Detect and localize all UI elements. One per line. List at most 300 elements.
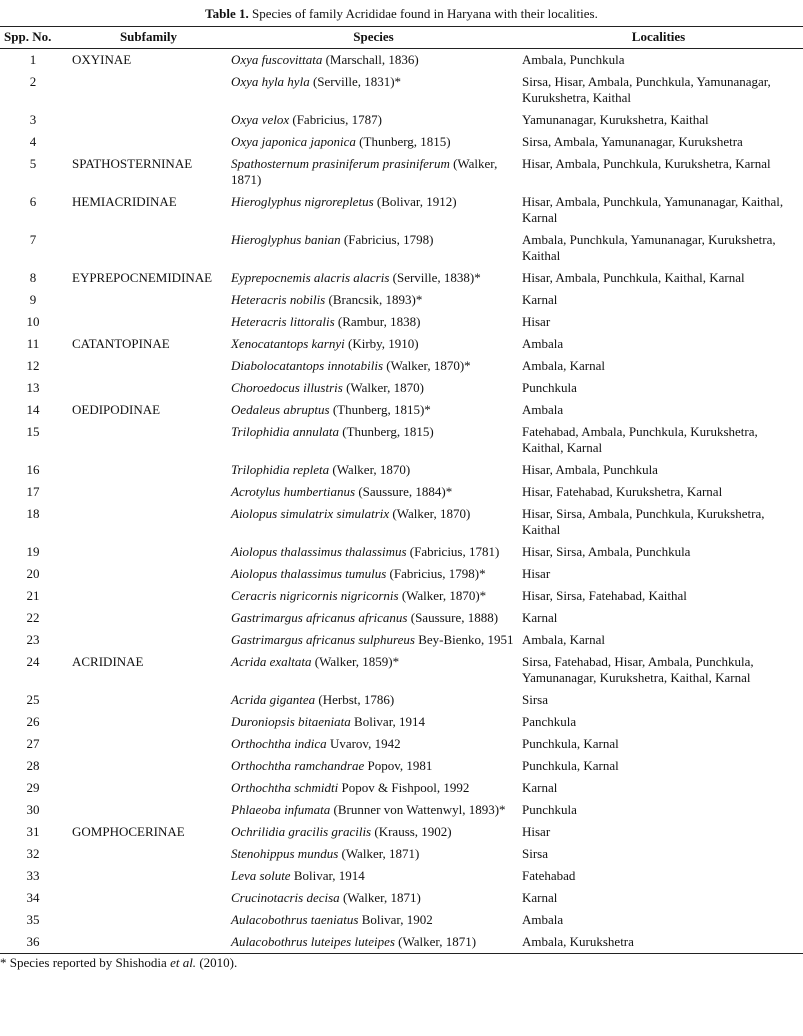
subfamily-cell [66, 131, 231, 153]
spp-no: 10 [26, 314, 40, 329]
localities-cell [516, 733, 803, 755]
spp-no: 35 [26, 912, 40, 927]
localities-list: Sirsa [522, 846, 548, 861]
localities-list: Hisar, Sirsa, Ambala, Punchkula, Kurukshetra, Kaithal [522, 506, 765, 537]
spp-no: 21 [26, 588, 40, 603]
table-caption [0, 0, 803, 26]
spp-no-cell [0, 865, 66, 887]
localities-list: Hisar, Fatehabad, Kurukshetra, Karnal [522, 484, 723, 499]
species-authority: (Serville, 1831)* [309, 74, 402, 89]
spp-no-cell [0, 777, 66, 799]
spp-no-cell [0, 887, 66, 909]
species-cell [231, 311, 516, 333]
species-cell [231, 541, 516, 563]
species-binomial: Xenocatantops karnyi [231, 336, 345, 351]
footnote-year: (2010). [196, 955, 238, 970]
localities-cell [516, 607, 803, 629]
species-cell [231, 799, 516, 821]
spp-no: 2 [29, 74, 37, 89]
localities-cell [516, 909, 803, 931]
spp-no: 14 [26, 402, 40, 417]
species-authority: (Fabricius, 1798) [340, 232, 434, 247]
subfamily-cell [66, 459, 231, 481]
spp-no-cell [0, 585, 66, 607]
localities-list: Panchkula [522, 714, 577, 729]
spp-no: 34 [26, 890, 40, 905]
species-authority: (Walker, 1870)* [398, 588, 487, 603]
localities-list: Punchkula [522, 380, 577, 395]
spp-no-cell [0, 541, 66, 563]
subfamily-name: OXYINAE [72, 52, 132, 67]
localities-cell [516, 333, 803, 355]
species-authority: (Saussure, 1884)* [355, 484, 453, 499]
spp-no-cell [0, 651, 66, 689]
subfamily-cell [66, 153, 231, 191]
species-binomial: Acrotylus humbertianus [231, 484, 356, 499]
species-binomial: Aulacobothrus luteipes luteipes [231, 934, 395, 949]
spp-no: 4 [29, 134, 37, 149]
table-footnote [0, 955, 803, 970]
spp-no-cell [0, 931, 66, 954]
species-cell [231, 333, 516, 355]
species-binomial: Aiolopus thalassimus thalassimus [231, 544, 407, 559]
species-authority: (Herbst, 1786) [315, 692, 395, 707]
localities-list: Sirsa [522, 692, 548, 707]
localities-cell [516, 267, 803, 289]
spp-no: 23 [26, 632, 40, 647]
species-cell [231, 229, 516, 267]
spp-no: 3 [29, 112, 37, 127]
species-cell [231, 843, 516, 865]
header-localities: Localities [631, 29, 686, 44]
localities-cell [516, 651, 803, 689]
table-row [0, 733, 803, 755]
species-cell [231, 865, 516, 887]
localities-list: Hisar, Ambala, Punchkula, Kaithal, Karnal [522, 270, 745, 285]
localities-list: Ambala, Kurukshetra [522, 934, 634, 949]
subfamily-cell [66, 421, 231, 459]
localities-list: Ambala, Karnal [522, 632, 606, 647]
species-cell [231, 711, 516, 733]
species-binomial: Leva solute [231, 868, 291, 883]
subfamily-cell [66, 109, 231, 131]
table-row [0, 607, 803, 629]
table-row [0, 131, 803, 153]
species-cell [231, 651, 516, 689]
species-binomial: Hieroglyphus banian [231, 232, 341, 247]
localities-cell [516, 355, 803, 377]
table-row [0, 711, 803, 733]
localities-cell [516, 153, 803, 191]
spp-no-cell [0, 481, 66, 503]
species-authority: Popov, 1981 [364, 758, 433, 773]
spp-no: 12 [26, 358, 40, 373]
species-binomial: Phlaeoba infumata [231, 802, 331, 817]
species-authority: Uvarov, 1942 [326, 736, 401, 751]
subfamily-cell [66, 887, 231, 909]
spp-no-cell [0, 629, 66, 651]
subfamily-cell [66, 229, 231, 267]
spp-no: 31 [26, 824, 40, 839]
subfamily-name: ACRIDINAE [72, 654, 144, 669]
species-cell [231, 421, 516, 459]
table-row [0, 377, 803, 399]
table-row [0, 191, 803, 229]
localities-cell [516, 191, 803, 229]
spp-no: 25 [26, 692, 40, 707]
species-cell [231, 355, 516, 377]
species-cell [231, 755, 516, 777]
subfamily-cell [66, 799, 231, 821]
subfamily-cell [66, 585, 231, 607]
species-cell [231, 267, 516, 289]
spp-no: 33 [26, 868, 40, 883]
species-binomial: Aiolopus simulatrix simulatrix [231, 506, 390, 521]
species-authority: (Fabricius, 1781) [406, 544, 500, 559]
subfamily-cell [66, 71, 231, 109]
species-authority: Popov & Fishpool, 1992 [338, 780, 470, 795]
species-cell [231, 377, 516, 399]
spp-no-cell [0, 311, 66, 333]
subfamily-cell [66, 755, 231, 777]
species-binomial: Heteracris nobilis [231, 292, 326, 307]
spp-no: 1 [29, 52, 37, 67]
localities-cell [516, 71, 803, 109]
spp-no: 7 [29, 232, 37, 247]
species-binomial: Choroedocus illustris [231, 380, 343, 395]
species-cell [231, 503, 516, 541]
table-row [0, 931, 803, 954]
table-row [0, 311, 803, 333]
spp-no-cell [0, 755, 66, 777]
species-binomial: Oxya fuscovittata [231, 52, 323, 67]
header-subfamily: Subfamily [119, 29, 178, 44]
spp-no: 8 [29, 270, 37, 285]
species-authority: (Walker, 1871) [338, 846, 420, 861]
subfamily-cell [66, 503, 231, 541]
spp-no: 22 [26, 610, 40, 625]
table-caption-text: Species of family Acrididae found in Haryana with their localities. [248, 6, 598, 21]
species-binomial: Oxya japonica japonica [231, 134, 356, 149]
table-row [0, 541, 803, 563]
species-binomial: Acrida gigantea [231, 692, 316, 707]
localities-cell [516, 887, 803, 909]
spp-no: 26 [26, 714, 40, 729]
species-cell [231, 71, 516, 109]
species-binomial: Gastrimargus africanus sulphureus [231, 632, 415, 647]
localities-list: Ambala [522, 912, 564, 927]
species-authority: Bolivar, 1914 [350, 714, 426, 729]
spp-no-cell [0, 109, 66, 131]
species-binomial: Oxya hyla hyla [231, 74, 310, 89]
species-authority: (Kirby, 1910) [344, 336, 419, 351]
spp-no-cell [0, 377, 66, 399]
spp-no-cell [0, 191, 66, 229]
localities-list: Fatehabad [522, 868, 576, 883]
spp-no-cell [0, 355, 66, 377]
spp-no-cell [0, 153, 66, 191]
spp-no: 29 [26, 780, 40, 795]
localities-cell [516, 49, 803, 72]
localities-list: Fatehabad, Ambala, Punchkula, Kurukshetra, Kaithal, Karnal [522, 424, 758, 455]
species-binomial: Diabolocatantops innotabilis [231, 358, 384, 373]
species-cell [231, 153, 516, 191]
species-table [0, 26, 803, 954]
species-authority: (Walker, 1870) [342, 380, 424, 395]
localities-list: Hisar, Sirsa, Ambala, Punchkula [522, 544, 691, 559]
table-body [0, 49, 803, 954]
subfamily-cell [66, 191, 231, 229]
species-cell [231, 399, 516, 421]
localities-list: Hisar, Ambala, Punchkula, Yamunanagar, Kaithal, Karnal [522, 194, 784, 225]
species-authority: (Thunberg, 1815)* [329, 402, 431, 417]
subfamily-cell [66, 629, 231, 651]
species-authority: (Fabricius, 1787) [289, 112, 382, 127]
spp-no: 18 [26, 506, 40, 521]
localities-list: Hisar, Ambala, Punchkula [522, 462, 658, 477]
localities-cell [516, 459, 803, 481]
localities-cell [516, 563, 803, 585]
spp-no-cell [0, 71, 66, 109]
table-row [0, 229, 803, 267]
subfamily-cell [66, 931, 231, 954]
spp-no: 11 [26, 336, 40, 351]
species-authority: (Brancsik, 1893)* [325, 292, 423, 307]
subfamily-cell [66, 311, 231, 333]
table-row [0, 289, 803, 311]
species-authority: Bey-Bienko, 1951 [414, 632, 514, 647]
spp-no: 15 [26, 424, 40, 439]
table-row [0, 629, 803, 651]
localities-cell [516, 585, 803, 607]
localities-cell [516, 629, 803, 651]
species-authority: (Thunberg, 1815) [339, 424, 434, 439]
spp-no: 5 [29, 156, 37, 171]
localities-cell [516, 755, 803, 777]
localities-list: Sirsa, Fatehabad, Hisar, Ambala, Punchkula, Yamunanagar, Kurukshetra, Kaithal, Karnal [522, 654, 754, 685]
spp-no: 19 [26, 544, 40, 559]
subfamily-name: OEDIPODINAE [72, 402, 161, 417]
spp-no-cell [0, 563, 66, 585]
localities-list: Sirsa, Ambala, Yamunanagar, Kurukshetra [522, 134, 743, 149]
species-binomial: Ochrilidia gracilis gracilis [231, 824, 372, 839]
spp-no: 20 [26, 566, 40, 581]
species-binomial: Trilophidia annulata [231, 424, 339, 439]
species-binomial: Orthochtha ramchandrae [231, 758, 365, 773]
spp-no-cell [0, 843, 66, 865]
subfamily-cell [66, 333, 231, 355]
spp-no-cell [0, 821, 66, 843]
spp-no-cell [0, 607, 66, 629]
subfamily-name: HEMIACRIDINAE [72, 194, 177, 209]
table-label: Table 1. [205, 6, 249, 21]
table-row [0, 563, 803, 585]
subfamily-cell [66, 865, 231, 887]
species-authority: (Brunner von Wattenwyl, 1893)* [330, 802, 506, 817]
localities-list: Ambala, Punchkula [522, 52, 625, 67]
localities-list: Punchkula, Karnal [522, 758, 619, 773]
table-row [0, 153, 803, 191]
species-cell [231, 887, 516, 909]
subfamily-cell [66, 651, 231, 689]
table-row [0, 755, 803, 777]
spp-no: 36 [26, 934, 40, 949]
species-binomial: Aiolopus thalassimus tumulus [231, 566, 387, 581]
species-cell [231, 777, 516, 799]
subfamily-cell [66, 711, 231, 733]
spp-no-cell [0, 711, 66, 733]
table-row [0, 887, 803, 909]
table-row [0, 49, 803, 72]
localities-list: Karnal [522, 780, 558, 795]
table-row [0, 585, 803, 607]
localities-list: Karnal [522, 610, 558, 625]
table-row [0, 909, 803, 931]
species-binomial: Aulacobothrus taeniatus [231, 912, 359, 927]
localities-list: Hisar [522, 566, 551, 581]
localities-list: Ambala, Punchkula, Yamunanagar, Kurukshetra, Kaithal [522, 232, 776, 263]
localities-cell [516, 821, 803, 843]
species-binomial: Gastrimargus africanus africanus [231, 610, 408, 625]
spp-no-cell [0, 421, 66, 459]
species-cell [231, 931, 516, 954]
table-row [0, 421, 803, 459]
localities-cell [516, 377, 803, 399]
species-cell [231, 49, 516, 72]
subfamily-cell [66, 777, 231, 799]
spp-no: 27 [26, 736, 40, 751]
table-row [0, 399, 803, 421]
species-authority: (Fabricius, 1798)* [386, 566, 486, 581]
species-binomial: Oedaleus abruptus [231, 402, 330, 417]
table-row [0, 865, 803, 887]
subfamily-cell [66, 843, 231, 865]
localities-cell [516, 689, 803, 711]
localities-list: Hisar [522, 314, 551, 329]
species-authority: (Bolivar, 1912) [373, 194, 457, 209]
localities-cell [516, 931, 803, 954]
spp-no-cell [0, 131, 66, 153]
spp-no-cell [0, 799, 66, 821]
species-authority: (Saussure, 1888) [407, 610, 499, 625]
spp-no-cell [0, 333, 66, 355]
spp-no: 30 [26, 802, 40, 817]
species-cell [231, 131, 516, 153]
footnote-etal: et al. [170, 955, 197, 970]
table-row [0, 821, 803, 843]
localities-list: Ambala, Karnal [522, 358, 606, 373]
table-row [0, 459, 803, 481]
table-row [0, 71, 803, 109]
species-cell [231, 629, 516, 651]
subfamily-cell [66, 733, 231, 755]
species-authority: (Rambur, 1838) [334, 314, 421, 329]
species-cell [231, 191, 516, 229]
localities-cell [516, 865, 803, 887]
spp-no-cell [0, 267, 66, 289]
species-binomial: Ceracris nigricornis nigricornis [231, 588, 399, 603]
localities-list: Karnal [522, 292, 558, 307]
table-row [0, 109, 803, 131]
species-cell [231, 563, 516, 585]
subfamily-name: EYPREPOCNEMIDINAE [72, 270, 213, 285]
species-binomial: Trilophidia repleta [231, 462, 330, 477]
table-row [0, 799, 803, 821]
table-row [0, 651, 803, 689]
species-binomial: Acrida exaltata [231, 654, 312, 669]
localities-list: Sirsa, Hisar, Ambala, Punchkula, Yamunanagar, Kurukshetra, Kaithal [522, 74, 771, 105]
subfamily-cell [66, 541, 231, 563]
species-cell [231, 689, 516, 711]
localities-cell [516, 131, 803, 153]
localities-cell [516, 311, 803, 333]
localities-cell [516, 711, 803, 733]
subfamily-cell [66, 49, 231, 72]
spp-no-cell [0, 289, 66, 311]
spp-no: 6 [29, 194, 37, 209]
species-cell [231, 289, 516, 311]
subfamily-cell [66, 689, 231, 711]
spp-no-cell [0, 229, 66, 267]
localities-cell [516, 399, 803, 421]
species-binomial: Eyprepocnemis alacris alacris [231, 270, 390, 285]
spp-no-cell [0, 733, 66, 755]
localities-cell [516, 843, 803, 865]
spp-no: 32 [26, 846, 40, 861]
localities-cell [516, 421, 803, 459]
species-binomial: Spathosternum prasiniferum prasiniferum [231, 156, 450, 171]
subfamily-cell [66, 821, 231, 843]
species-cell [231, 459, 516, 481]
species-binomial: Orthochtha schmidti [231, 780, 339, 795]
species-cell [231, 607, 516, 629]
species-authority: (Walker, 1871) [394, 934, 477, 949]
localities-list: Ambala [522, 402, 564, 417]
table-row [0, 843, 803, 865]
localities-list: Hisar, Ambala, Punchkula, Kurukshetra, Karnal [522, 156, 771, 171]
species-authority: (Thunberg, 1815) [355, 134, 451, 149]
subfamily-cell [66, 355, 231, 377]
spp-no-cell [0, 459, 66, 481]
species-authority: (Walker, 1870) [329, 462, 411, 477]
header-species: Species [353, 29, 394, 44]
localities-cell [516, 481, 803, 503]
table-row [0, 333, 803, 355]
localities-cell [516, 799, 803, 821]
table-row [0, 503, 803, 541]
subfamily-name: GOMPHOCERINAE [72, 824, 185, 839]
subfamily-name: SPATHOSTERNINAE [72, 156, 193, 171]
species-authority: (Serville, 1838)* [389, 270, 481, 285]
species-binomial: Hieroglyphus nigrorepletus [231, 194, 374, 209]
spp-no: 16 [26, 462, 40, 477]
subfamily-name: CATANTOPINAE [72, 336, 170, 351]
subfamily-cell [66, 267, 231, 289]
species-authority: Bolivar, 1914 [290, 868, 365, 883]
species-authority: (Walker, 1871) [231, 156, 498, 187]
table-row [0, 267, 803, 289]
species-authority: (Walker, 1870)* [383, 358, 471, 373]
subfamily-cell [66, 909, 231, 931]
subfamily-cell [66, 481, 231, 503]
species-cell [231, 481, 516, 503]
spp-no-cell [0, 689, 66, 711]
species-binomial: Orthochtha indica [231, 736, 327, 751]
localities-list: Yamunanagar, Kurukshetra, Kaithal [522, 112, 709, 127]
species-binomial: Heteracris littoralis [231, 314, 335, 329]
species-authority: Bolivar, 1902 [358, 912, 433, 927]
subfamily-cell [66, 289, 231, 311]
